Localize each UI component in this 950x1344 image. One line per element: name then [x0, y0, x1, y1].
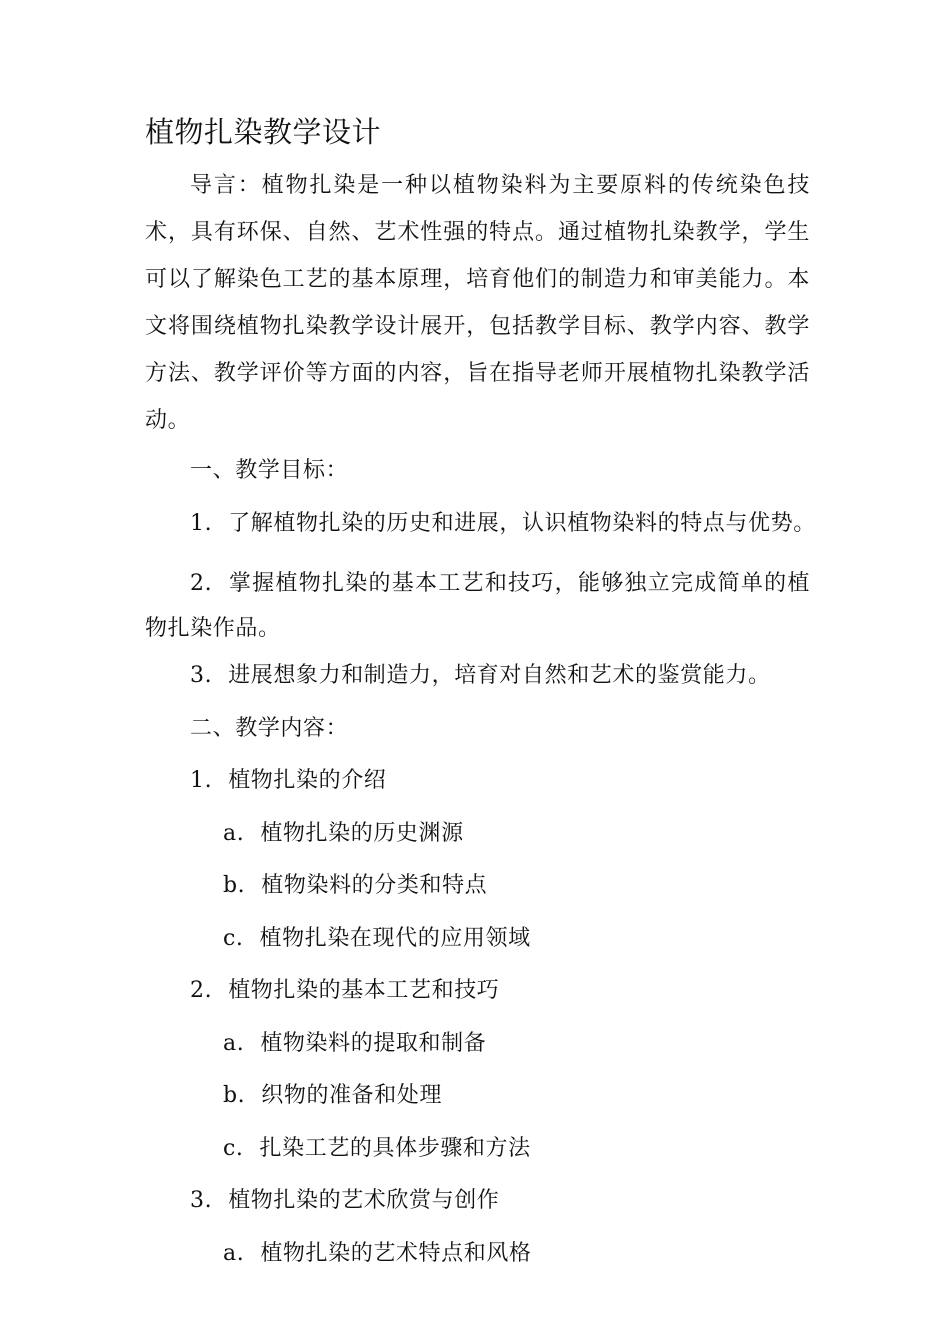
spacer [145, 691, 810, 714]
content-item [145, 976, 810, 1006]
goal-number: 3. [190, 663, 213, 688]
goal-item [145, 509, 816, 539]
subitem-letter: b. [223, 873, 246, 898]
section-heading-goals: 一、教学目标： [190, 458, 349, 483]
content-item [145, 766, 810, 796]
goal-item [145, 661, 810, 691]
subitem-text: 植物染料的分类和特点 [261, 873, 488, 898]
spacer [145, 1216, 810, 1239]
subitem-text: 扎染工艺的具体步骤和方法 [259, 1135, 531, 1161]
content-item [145, 1186, 810, 1216]
content-subitem [145, 1239, 810, 1269]
subitem-letter: b. [223, 1083, 246, 1108]
section-heading-content: 二、教学内容： [190, 715, 349, 741]
subitem-letter: c. [223, 1135, 244, 1161]
spacer [145, 1111, 810, 1134]
content-subitem [145, 1134, 810, 1164]
spacer [145, 1164, 810, 1187]
subitem-text: 植物染料的提取和制备 [260, 1030, 487, 1056]
subitem-letter: a. [223, 820, 245, 846]
spacer [145, 486, 810, 509]
subitem-text: 织物的准备和处理 [261, 1083, 443, 1108]
goal-number: 1. [190, 510, 213, 536]
goal-text: 掌握植物扎染的基本工艺和技巧，能够独立完成简单的植物扎染作品。 [145, 571, 810, 641]
subitem-text: 植物扎染的历史渊源 [260, 820, 464, 846]
content-subitem [145, 819, 810, 849]
subitem-letter: c. [223, 925, 244, 951]
spacer [145, 744, 810, 767]
content-number: 3. [190, 1188, 213, 1213]
spacer [145, 651, 810, 661]
goal-text: 了解植物扎染的历史和进展，认识植物染料的特点与优势。 [228, 510, 816, 536]
spacer [145, 1006, 810, 1029]
spacer [145, 1059, 810, 1082]
content-text: 植物扎染的艺术欣赏与创作 [228, 1188, 500, 1213]
goal-item [145, 561, 810, 651]
spacer [145, 954, 810, 977]
content-subitem [145, 924, 810, 954]
spacer [145, 796, 810, 819]
spacer [145, 849, 810, 872]
content-text: 植物扎染的基本工艺和技巧 [228, 978, 500, 1003]
document-title: 植物扎染教学设计 [145, 115, 382, 149]
subitem-letter: a. [223, 1030, 245, 1056]
intro-paragraph: 导言：植物扎染是一种以植物染料为主要原料的传统染色技术，具有环保、自然、艺术性强的特点。通过植物扎染教学，学生可以了解染色工艺的基本原理，培育他们的制造力和审美能力。本文将围绕植物扎染教学设计展开，包括教学目标、教学内容、教学方法、教学评价等方面的内容，旨在指导老师开展植物扎染教学活动。 [145, 173, 810, 433]
content-subitem [145, 1029, 810, 1059]
document-page [145, 112, 816, 1269]
spacer [145, 901, 810, 924]
content-number: 2. [190, 978, 213, 1003]
content-subitem [145, 871, 810, 901]
subitem-text: 植物扎染在现代的应用领域 [259, 925, 531, 951]
content-subitem [145, 1081, 810, 1111]
content-number: 1. [190, 768, 213, 793]
goal-number: 2. [190, 571, 213, 596]
subitem-text: 植物扎染的艺术特点和风格 [260, 1240, 532, 1266]
content-text: 植物扎染的介绍 [228, 768, 387, 793]
goal-text: 进展想象力和制造力，培育对自然和艺术的鉴赏能力。 [228, 663, 771, 688]
spacer [145, 539, 810, 562]
subitem-letter: a. [223, 1240, 245, 1266]
